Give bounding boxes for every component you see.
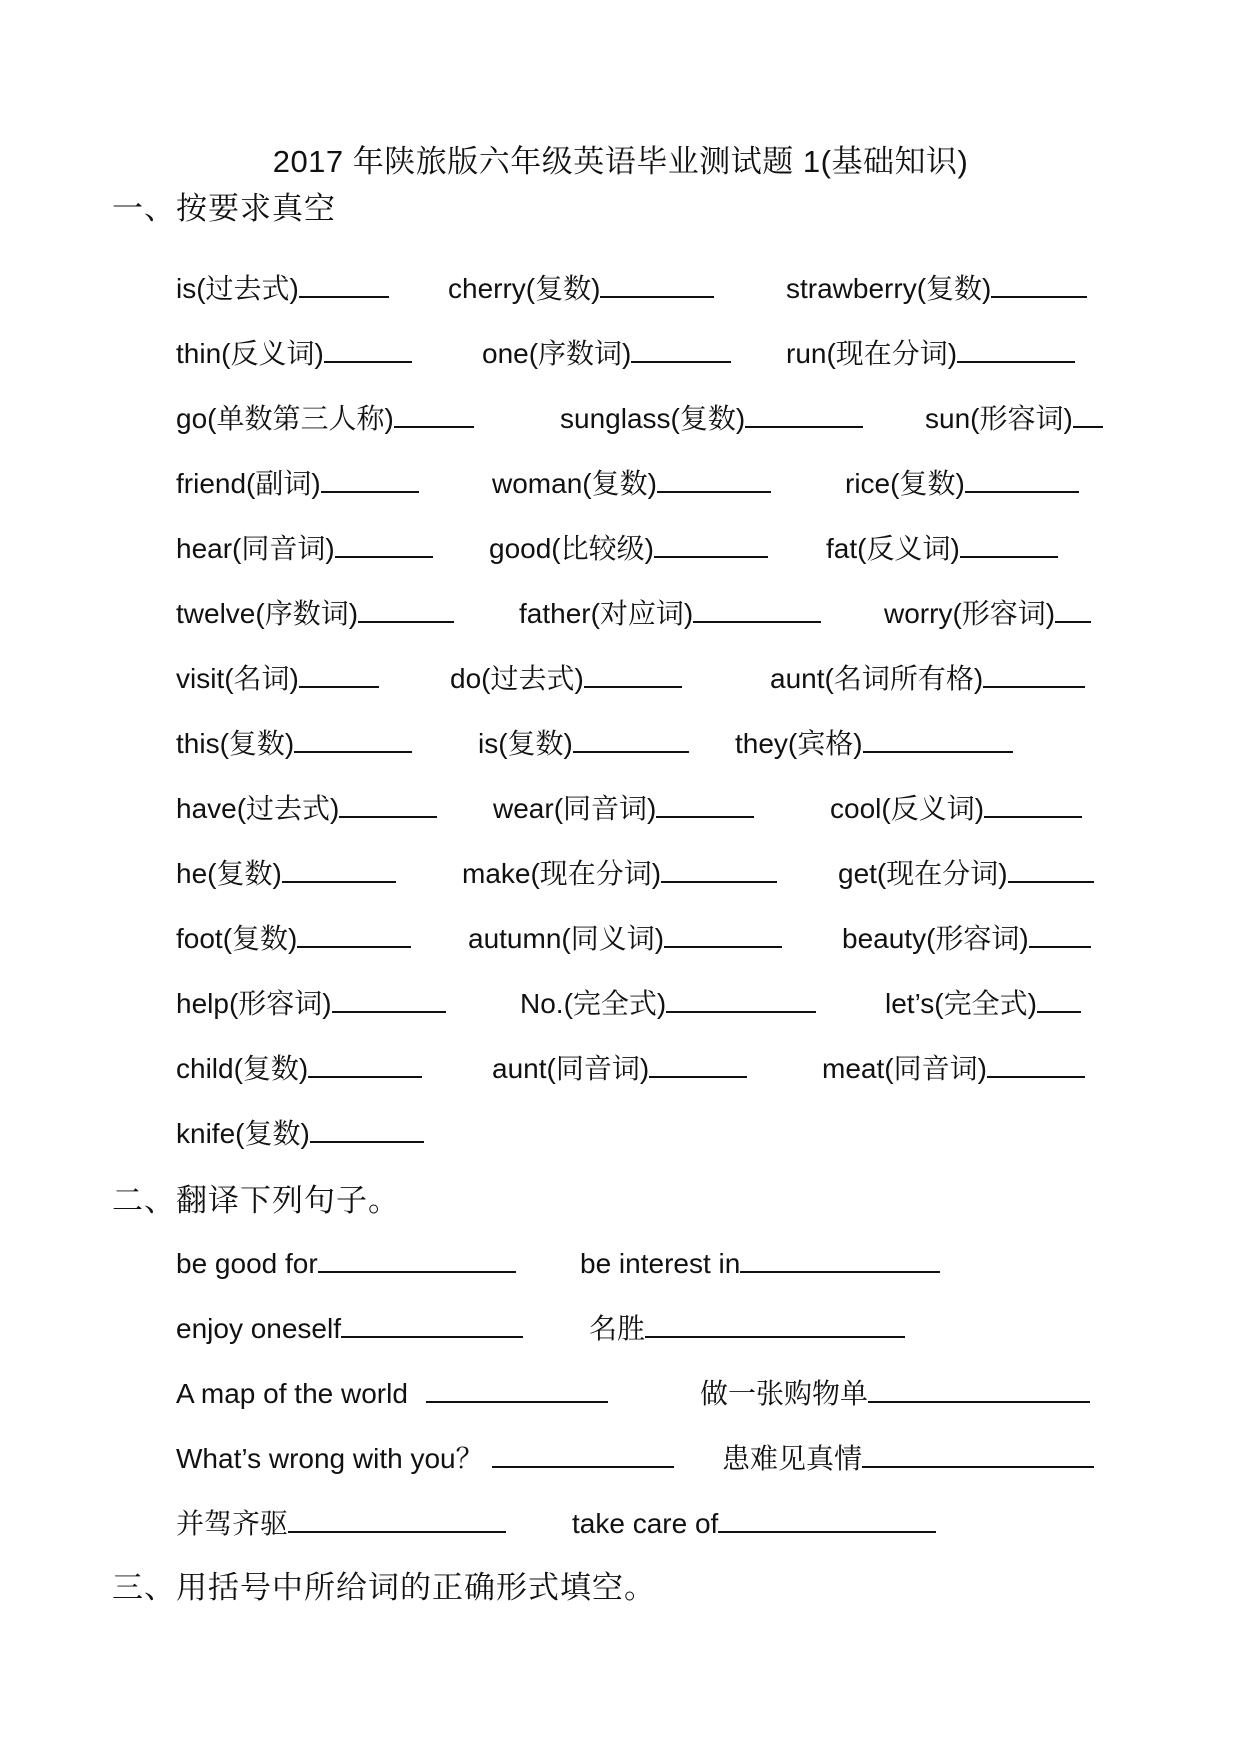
answer-blank[interactable] [740, 1245, 940, 1273]
exercise-item [826, 530, 1058, 566]
answer-blank[interactable] [335, 530, 433, 558]
prompt-text: foot(复数) [176, 923, 298, 954]
answer-blank[interactable] [492, 1440, 674, 1468]
exercise-item [462, 855, 777, 891]
exercise-item [845, 465, 1079, 501]
answer-blank[interactable] [656, 790, 754, 818]
answer-blank[interactable] [661, 855, 777, 883]
exercise-item [925, 400, 1103, 436]
answer-blank[interactable] [868, 1375, 1090, 1403]
prompt-text: hear(同音词) [176, 533, 335, 564]
exercise-item [722, 1440, 1094, 1476]
answer-blank[interactable] [600, 270, 714, 298]
exercise-item [176, 920, 411, 956]
answer-blank[interactable] [1008, 855, 1094, 883]
answer-blank[interactable] [862, 1440, 1094, 1468]
answer-blank[interactable] [321, 465, 419, 493]
exercise-item [493, 790, 754, 826]
answer-blank[interactable] [299, 270, 389, 298]
prompt-text: A map of the world [176, 1378, 408, 1409]
answer-blank[interactable] [324, 335, 412, 363]
prompt-text: they(宾格) [735, 728, 863, 759]
prompt-text: go(单数第三人称) [176, 403, 394, 434]
prompt-text: is(复数) [478, 728, 573, 759]
exercise-item [842, 920, 1091, 956]
answer-blank[interactable] [664, 920, 782, 948]
answer-blank[interactable] [657, 465, 771, 493]
answer-blank[interactable] [1029, 920, 1091, 948]
prompt-text: thin(反义词) [176, 338, 324, 369]
prompt-text: cherry(复数) [448, 273, 601, 304]
prompt-text: let’s(完全式) [885, 988, 1037, 1019]
exercise-item [770, 660, 1085, 696]
answer-blank[interactable] [341, 1310, 523, 1338]
prompt-text: enjoy oneself [176, 1313, 342, 1344]
exercise-item [176, 1245, 516, 1281]
exercise-item [176, 1115, 424, 1151]
prompt-text: woman(复数) [492, 468, 657, 499]
exercise-item [176, 270, 389, 306]
answer-blank[interactable] [960, 530, 1058, 558]
exercise-item [176, 595, 454, 631]
answer-blank[interactable] [645, 1310, 905, 1338]
prompt-text: visit(名词) [176, 663, 299, 694]
prompt-text: What’s wrong with you？ [176, 1443, 484, 1474]
prompt-text: sunglass(复数) [560, 403, 746, 434]
exercise-item [580, 1245, 940, 1281]
exercise-item [448, 270, 714, 306]
answer-blank[interactable] [666, 985, 816, 1013]
prompt-text: take care of [572, 1508, 719, 1539]
prompt-text: do(过去式) [450, 663, 584, 694]
exercise-item [176, 465, 419, 501]
section-heading-2: 二、翻译下列句子。 [112, 1183, 400, 1218]
exercise-item [176, 1310, 523, 1346]
answer-blank[interactable] [294, 725, 412, 753]
prompt-text: make(现在分词) [462, 858, 662, 889]
prompt-text: child(复数) [176, 1053, 309, 1084]
prompt-text: friend(副词) [176, 468, 321, 499]
prompt-text: he(复数) [176, 858, 282, 889]
exercise-item [176, 790, 437, 826]
prompt-text: fat(反义词) [826, 533, 960, 564]
prompt-text: aunt(名词所有格) [770, 663, 984, 694]
answer-blank[interactable] [654, 530, 768, 558]
answer-blank[interactable] [288, 1505, 506, 1533]
answer-blank[interactable] [332, 985, 446, 1013]
prompt-text: run(现在分词) [786, 338, 958, 369]
exercise-item [468, 920, 782, 956]
prompt-text: strawberry(复数) [786, 273, 992, 304]
prompt-text: this(复数) [176, 728, 295, 759]
prompt-text: rice(复数) [845, 468, 965, 499]
exercise-item [589, 1310, 905, 1346]
prompt-text: 做一张购物单 [700, 1378, 869, 1409]
prompt-text: wear(同音词) [493, 793, 657, 824]
exercise-item [786, 270, 1087, 306]
prompt-text: autumn(同义词) [468, 923, 665, 954]
prompt-text: cool(反义词) [830, 793, 985, 824]
answer-blank[interactable] [299, 660, 379, 688]
answer-blank[interactable] [339, 790, 437, 818]
section-heading-1: 一、按要求真空 [112, 191, 336, 226]
prompt-text: get(现在分词) [838, 858, 1008, 889]
exercise-item [838, 855, 1094, 891]
exercise-item [176, 855, 396, 891]
answer-blank[interactable] [297, 920, 411, 948]
exercise-item [492, 1050, 747, 1086]
exercise-item [884, 595, 1091, 631]
prompt-text: knife(复数) [176, 1118, 310, 1149]
answer-blank[interactable] [584, 660, 682, 688]
prompt-text: worry(形容词) [884, 598, 1056, 629]
prompt-text: twelve(序数词) [176, 598, 359, 629]
answer-blank[interactable] [693, 595, 821, 623]
answer-blank[interactable] [1073, 400, 1103, 428]
exercise-item [176, 335, 412, 371]
answer-blank[interactable] [983, 660, 1085, 688]
exercise-item [489, 530, 768, 566]
prompt-text: help(形容词) [176, 988, 332, 1019]
prompt-text: have(过去式) [176, 793, 340, 824]
prompt-text: good(比较级) [489, 533, 654, 564]
prompt-text: 名胜 [589, 1313, 646, 1344]
answer-blank[interactable] [282, 855, 396, 883]
answer-blank[interactable] [358, 595, 454, 623]
exercise-item [830, 790, 1082, 826]
exercise-item [519, 595, 821, 631]
exercise-item [176, 725, 412, 761]
answer-blank[interactable] [965, 465, 1079, 493]
prompt-text: father(对应词) [519, 598, 694, 629]
answer-blank[interactable] [308, 1050, 422, 1078]
exercise-item [572, 1505, 936, 1541]
exercise-item [176, 400, 474, 436]
prompt-text: 患难见真情 [722, 1443, 863, 1474]
prompt-text: be interest in [580, 1248, 741, 1279]
exercise-item [700, 1375, 1090, 1411]
exercise-item [822, 1050, 1085, 1086]
exercise-item [482, 335, 731, 371]
answer-blank[interactable] [745, 400, 863, 428]
exercise-item [176, 985, 446, 1021]
exercise-item [176, 1375, 608, 1411]
exercise-item [735, 725, 1013, 761]
exercise-item [176, 1505, 506, 1541]
answer-blank[interactable] [863, 725, 1013, 753]
exercise-item [176, 530, 433, 566]
answer-blank[interactable] [318, 1245, 516, 1273]
answer-blank[interactable] [1055, 595, 1091, 623]
exercise-item [478, 725, 689, 761]
prompt-text: 并驾齐驱 [176, 1508, 289, 1539]
answer-blank[interactable] [573, 725, 689, 753]
exercise-item [560, 400, 863, 436]
prompt-text: is(过去式) [176, 273, 299, 304]
exercise-item [450, 660, 682, 696]
exercise-item [176, 1440, 674, 1476]
exercise-item [176, 1050, 422, 1086]
prompt-text: No.(完全式) [520, 988, 667, 1019]
answer-blank[interactable] [987, 1050, 1085, 1078]
exercise-item [786, 335, 1075, 371]
page-title: 2017 年陕旅版六年级英语毕业测试题 1(基础知识) [272, 144, 969, 179]
exercise-item [520, 985, 816, 1021]
answer-blank[interactable] [426, 1375, 608, 1403]
answer-blank[interactable] [718, 1505, 936, 1533]
answer-blank[interactable] [649, 1050, 747, 1078]
answer-blank[interactable] [1037, 985, 1081, 1013]
answer-blank[interactable] [310, 1115, 424, 1143]
answer-blank[interactable] [394, 400, 474, 428]
prompt-text: beauty(形容词) [842, 923, 1029, 954]
prompt-text: aunt(同音词) [492, 1053, 650, 1084]
prompt-text: one(序数词) [482, 338, 632, 369]
prompt-text: be good for [176, 1248, 318, 1279]
prompt-text: meat(同音词) [822, 1053, 987, 1084]
answer-blank[interactable] [631, 335, 731, 363]
answer-blank[interactable] [957, 335, 1075, 363]
answer-blank[interactable] [984, 790, 1082, 818]
section-heading-3: 三、用括号中所给词的正确形式填空。 [112, 1570, 656, 1605]
exercise-item [885, 985, 1081, 1021]
exercise-item [492, 465, 771, 501]
prompt-text: sun(形容词) [925, 403, 1073, 434]
exercise-item [176, 660, 379, 696]
answer-blank[interactable] [991, 270, 1087, 298]
